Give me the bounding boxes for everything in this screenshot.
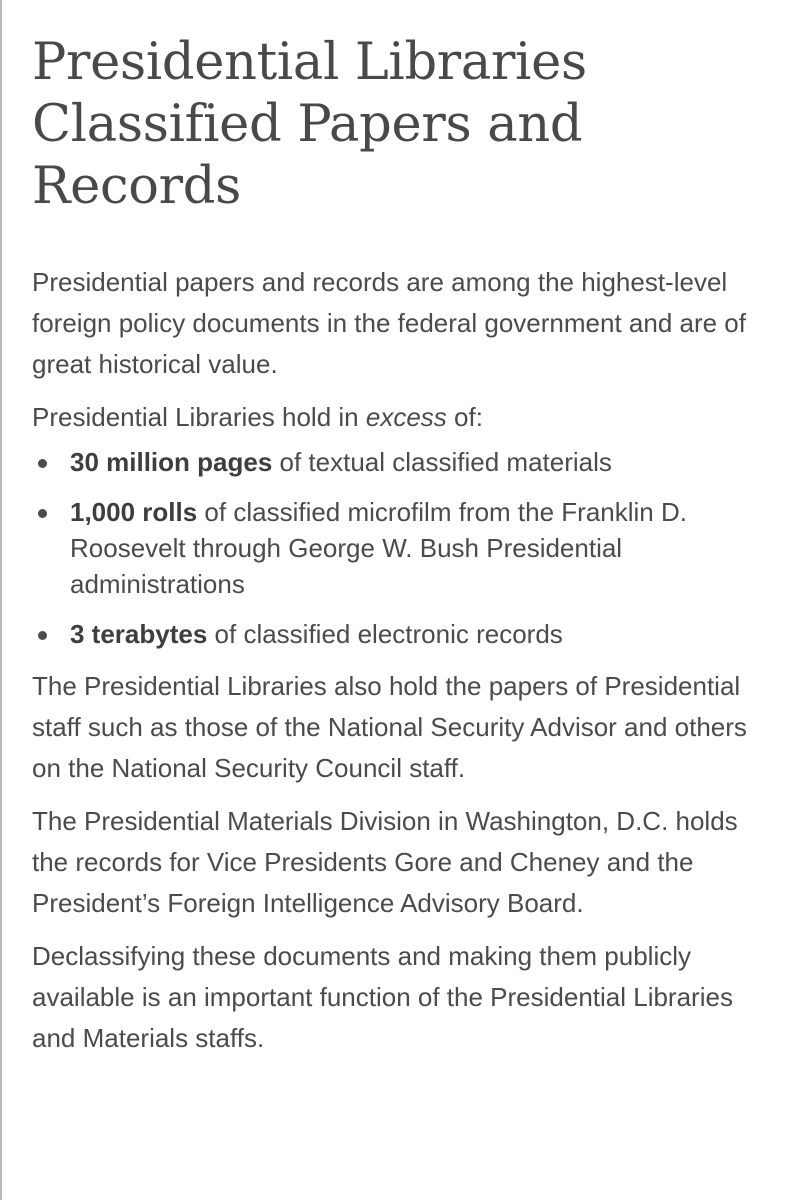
list-item <box>32 616 777 652</box>
article <box>32 32 777 1071</box>
holdings-lead-emphasis: excess <box>365 402 447 432</box>
list-item-highlight: 3 terabytes <box>70 619 208 649</box>
list-item <box>32 494 777 602</box>
holdings-lead-text: Presidential Libraries hold in <box>32 402 366 432</box>
declassifying-paragraph: Declassifying these documents and making them publicly available is an important function of the Presidential Libraries and Materials staffs. <box>32 941 733 1053</box>
bullet-dot-icon <box>38 509 47 518</box>
list-item <box>32 444 777 480</box>
list-item-text: of textual classified materials <box>272 447 612 477</box>
list-item-highlight: 1,000 rolls <box>70 497 198 527</box>
intro-paragraph: Presidential papers and records are among the highest-level foreign policy documents in the federal government and are of great historical value. <box>32 267 746 379</box>
list-item-text: of classified electronic records <box>207 619 563 649</box>
list-item-highlight: 30 million pages <box>70 447 273 477</box>
holdings-lead-paragraph <box>32 397 777 438</box>
list-item-text: of classified microfilm from the Franklin D. Roosevelt through George W. Bush Presidential administrations <box>70 497 687 599</box>
staff-papers-paragraph: The Presidential Libraries also hold the papers of Presidential staff such as those of the National Security Advisor and others on the National Security Council staff. <box>32 671 747 783</box>
materials-division-paragraph: The Presidential Materials Division in Washington, D.C. holds the records for Vice Presidents Gore and Cheney and the President’s Foreign Intelligence Advisory Board. <box>32 806 738 918</box>
page-title: Presidential Libraries Classified Papers and Records <box>32 33 587 216</box>
bullet-dot-icon <box>38 459 47 468</box>
holdings-lead-suffix: of: <box>446 402 483 432</box>
holdings-list <box>32 444 777 652</box>
bullet-dot-icon <box>38 631 47 640</box>
